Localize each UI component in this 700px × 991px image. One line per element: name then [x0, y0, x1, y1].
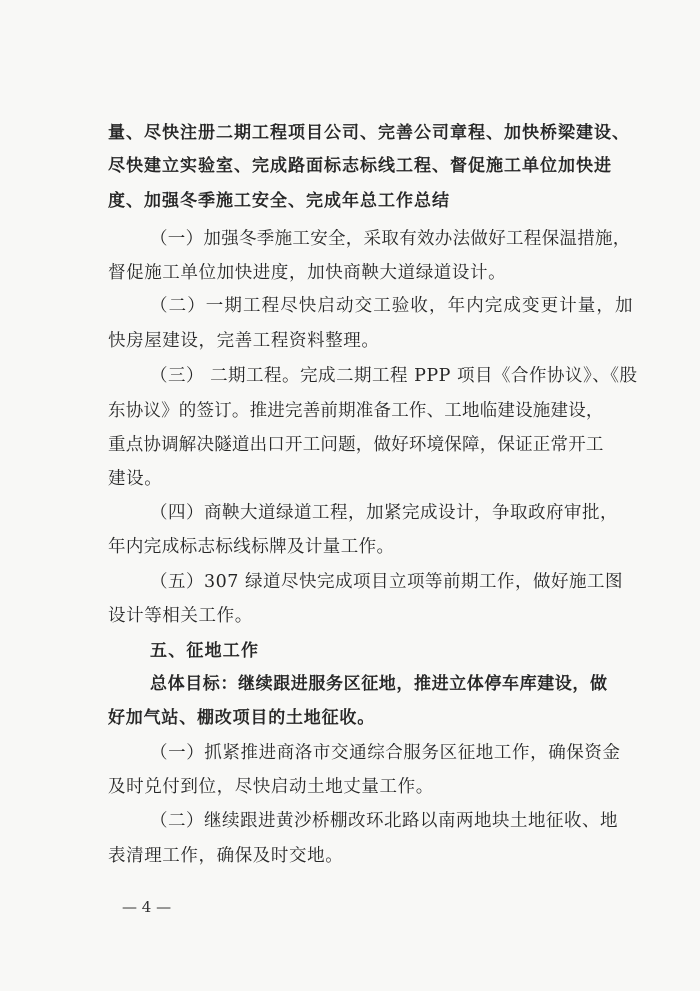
item-2-line-1: （二）一期工程尽快启动交工验收，年内完成变更计量，加	[150, 296, 634, 316]
item-5-line-1: （五）307 绿道尽快完成项目立项等前期工作，做好施工图	[150, 572, 623, 592]
overall-goal-line-2: 好加气站、棚改项目的土地征收。	[108, 708, 375, 728]
overall-goal-line-1: 总体目标：继续跟进服务区征地，推进立体停车库建设，做	[150, 674, 608, 694]
section-heading: 五、征地工作	[150, 641, 260, 661]
item-2-line-2: 快房屋建设，完善工程资料整理。	[108, 331, 380, 351]
paragraph-heading-line-1: 量、尽快注册二期工程项目公司、完善公司章程、加快桥梁建设、	[108, 123, 630, 143]
paragraph-heading-line-3: 度、加强冬季施工安全、完成年总工作总结	[108, 191, 450, 211]
land-item-2-line-2: 表清理工作，确保及时交地。	[108, 846, 344, 866]
land-item-2-line-1: （二）继续跟进黄沙桥棚改环北路以南两地块土地征收、地	[150, 811, 618, 831]
item-3-line-4: 建设。	[108, 469, 163, 489]
item-3-line-3: 重点协调解决隧道出口开工问题，做好环境保障，保证正常开工	[108, 435, 604, 455]
land-item-1-line-2: 及时兑付到位，尽快启动土地丈量工作。	[108, 777, 434, 797]
item-4-line-1: （四）商鞅大道绿道工程，加紧完成设计，争取政府审批，	[150, 503, 618, 523]
item-4-line-2: 年内完成标志标线标牌及计量工作。	[108, 537, 395, 557]
item-3-line-2: 东协议》的签订。推进完善前期准备工作、工地临建设施建设，	[108, 401, 604, 421]
paragraph-heading-line-2: 尽快建立实验室、完成路面标志标线工程、督促施工单位加快进	[108, 156, 612, 176]
item-5-line-2: 设计等相关工作。	[108, 606, 253, 626]
land-item-1-line-1: （一）抓紧推进商洛市交通综合服务区征地工作，确保资金	[150, 743, 621, 763]
item-1-line-1: （一）加强冬季施工安全，采取有效办法做好工程保温措施，	[150, 229, 631, 249]
item-1-line-2: 督促施工单位加快进度，加快商鞅大道绿道设计。	[108, 263, 507, 283]
page-number: — 4 —	[122, 898, 172, 916]
item-3-line-1: （三） 二期工程。完成二期工程 PPP 项目《合作协议》、《股	[150, 366, 638, 386]
